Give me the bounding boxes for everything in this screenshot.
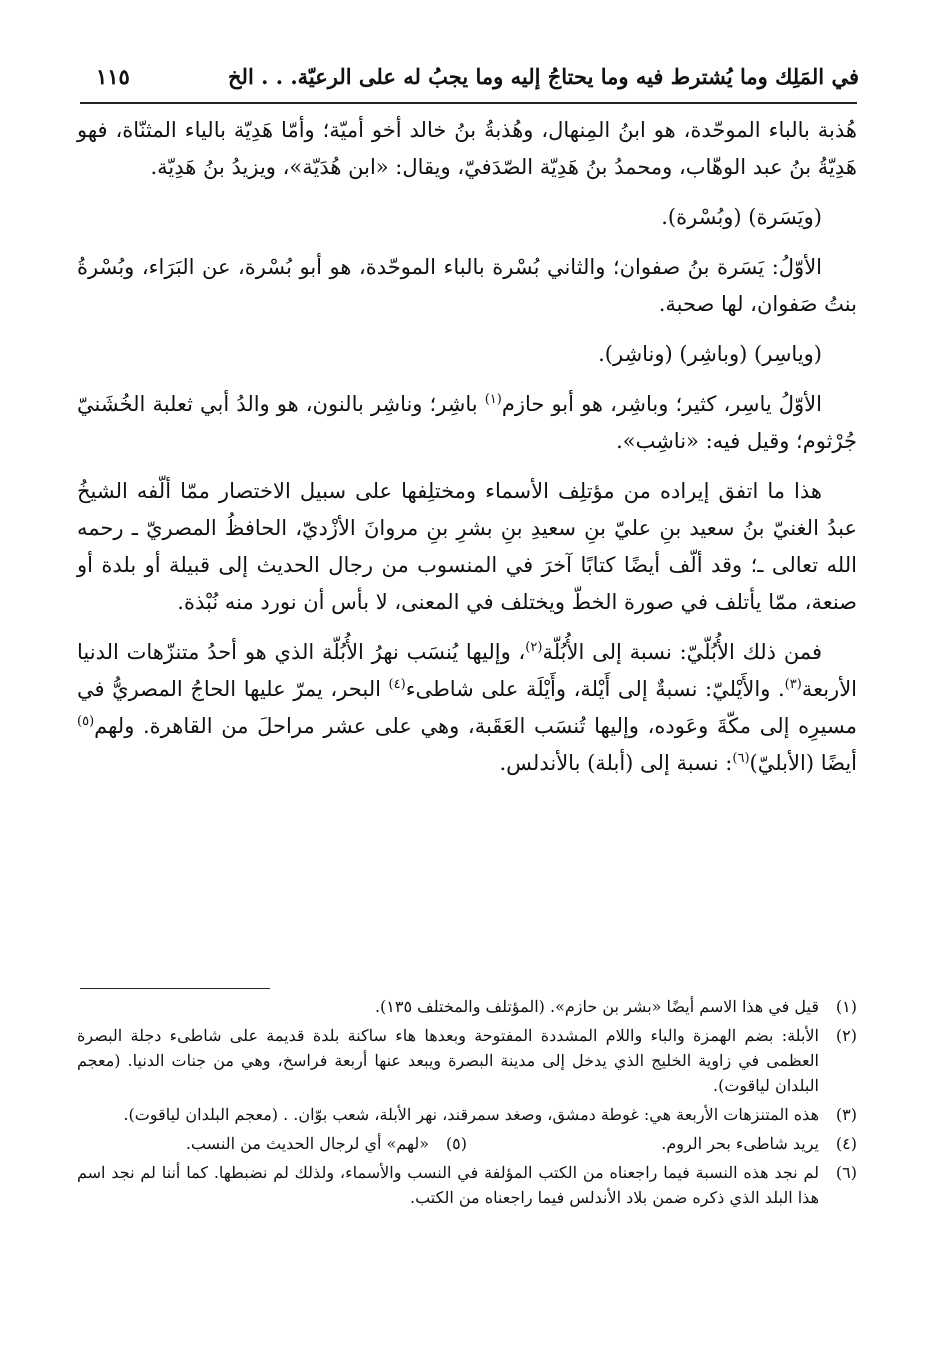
heading-yasir-bashir-nashir: (وياسِر) (وباشِر) (وناشِر). [598, 342, 822, 366]
footnote-text: الأبلة: بضم الهمزة والباء واللام المشددة المفتوحة وبعدها هاء ساكنة بلدة قديمة على شاطىء دجلة البصرة العظمى في زاوية الخليج الذي يدخل إلى مدينة البصرة ويبعد عنها أربعة فراسخ، وهي من جنات الدنيا. (معجم البلدان لياقوت). [77, 1026, 820, 1095]
footnote-number: (٤) [835, 1134, 857, 1153]
text-run: الأوّلُ ياسِر، كثير؛ وباشِر، هو أبو حازم [501, 392, 822, 416]
footnote-number: (٦) [835, 1163, 857, 1182]
paragraph-ubulli [77, 634, 857, 782]
footnote-ref-2[interactable]: (٢) [525, 640, 543, 655]
footnote-ref-3[interactable]: (٣) [784, 677, 802, 692]
paragraph-conclusion: هذا ما اتفق إيراده من مؤتلِف الأسماء ومختلِفها على سبيل الاختصار ممّا ألّفه الشيخُ عبدُ الغنيّ بنُ سعيد بنِ عليّ بنِ سعيدِ بنِ بشرِ بنِ مروانَ الأزْديّ، الحافظُ المصريّ ـ رحمه الله تعالى ـ؛ وقد ألّف أيضًا كتابًا آخرَ في المنسوب من رجال الحديث إلى قبيلة أو بلدة أو صنعة، ممّا يأتلف في صورة الخطّ ويختلف في المعنى، لا بأس أن نورد منه نُبْذة. [77, 479, 857, 614]
paragraph-yasir [77, 386, 857, 460]
text-run: . والأَيْليّ: نسبةٌ إلى أَيْلة، وأَيْلَة على شاطىء [405, 677, 785, 701]
text-run: ، وإليها يُنسَب نهرُ الأُبُلّة الذي هو أحدُ متنزّهات الدنيا الأربعة [77, 640, 857, 701]
footnote-ref-5[interactable]: (٥) [77, 714, 95, 729]
footnote-ref-4[interactable]: (٤) [388, 677, 406, 692]
footnote-2 [77, 1023, 857, 1098]
paragraph-hudhba: هُذبة بالباء الموحّدة، هو ابنُ المِنهال، وهُذبةُ بنُ خالد أخو أميّة؛ وأمّا هَدِيّة بالياء المثنّاة، فهو هَدِيّةُ بنُ عبد الوهّاب، ومحمدُ بنُ هَدِيّة الصّدَفيّ، ويقال: «ابن هُدَيّة»، ويزيدُ بنُ هَدِيّة. [77, 118, 857, 179]
running-header [78, 64, 859, 104]
footnote-ref-6[interactable]: (٦) [732, 751, 750, 766]
header-divider [80, 102, 857, 104]
footnotes [77, 994, 857, 1214]
footnote-ref-1[interactable]: (١) [484, 392, 502, 407]
footnotes-4-5 [77, 1131, 857, 1156]
text-run: البحر، يمرّ عليها الحاجُ المصريُّ في مسيرِه إلى مكّةَ وعَوده، وإليها تُنسَب العَقَبة، وهي على عشر مراحلَ من القاهرة. ولهم [77, 677, 857, 738]
footnote-1 [77, 994, 857, 1019]
main-text [77, 112, 857, 795]
footnote-text: هذه المتنزهات الأربعة هي: غوطة دمشق، وصغد سمرقند، نهر الأبلة، شعب بوّان. . (معجم البلدان لياقوت). [123, 1105, 819, 1124]
text-run: فمن ذلك الأُبُلّيّ: نسبة إلى الأُبُلّة [542, 640, 822, 664]
footnote-text: «لهم» أي لرجال الحديث من النسب. [185, 1134, 429, 1153]
heading-yasara-busra: (ويَسَرة) (وبُسْرة). [661, 205, 822, 229]
footnote-6 [77, 1160, 857, 1210]
footnote-5 [77, 1131, 467, 1156]
paragraph-yasara: الأوّلُ: يَسَرة بنُ صفوان؛ والثاني بُسْرة بالباء الموحّدة، هو أبو بُسْرة، عن البَرَاء، وبُسْرةُ بنتُ صَفوان، لها صحبة. [77, 255, 857, 316]
footnote-number: (٣) [835, 1105, 857, 1124]
text-run: أيضًا (الأبليّ) [749, 751, 857, 775]
text-run: : نسبة إلى (أبلة) بالأندلس. [499, 751, 733, 775]
footnote-text: لم نجد هذه النسبة فيما راجعناه من الكتب المؤلفة في النسب والأسماء، ولذلك لم نضبطها. كما أننا لم نجد اسم هذا البلد الذي ذكره ضمن بلاد الأندلس فيما راجعناه من الكتب. [77, 1163, 820, 1207]
footnote-text: يريد شاطىء بحر الروم. [661, 1134, 819, 1153]
footnote-text: قيل في هذا الاسم أيضًا «بشر بن حازم». (المؤتلف والمختلف ١٣٥). [374, 997, 819, 1016]
page-number: ١١٥ [96, 64, 130, 89]
footnote-number: (١) [835, 997, 857, 1016]
footnote-3 [77, 1102, 857, 1127]
footnote-4 [467, 1131, 857, 1156]
footnote-number: (٢) [835, 1026, 857, 1045]
footnote-divider [80, 988, 270, 989]
text-run: باشِر؛ وناشِر بالنون، هو والدُ أبي ثعلبة الخُشَنيّ جُرْثوم؛ وقيل فيه: «ناشِب». [77, 392, 857, 453]
footnote-number: (٥) [445, 1134, 467, 1153]
running-title: في المَلِك وما يُشترط فيه وما يحتاجُ إليه وما يجبُ له على الرعيّة. . . الخ [227, 64, 859, 89]
